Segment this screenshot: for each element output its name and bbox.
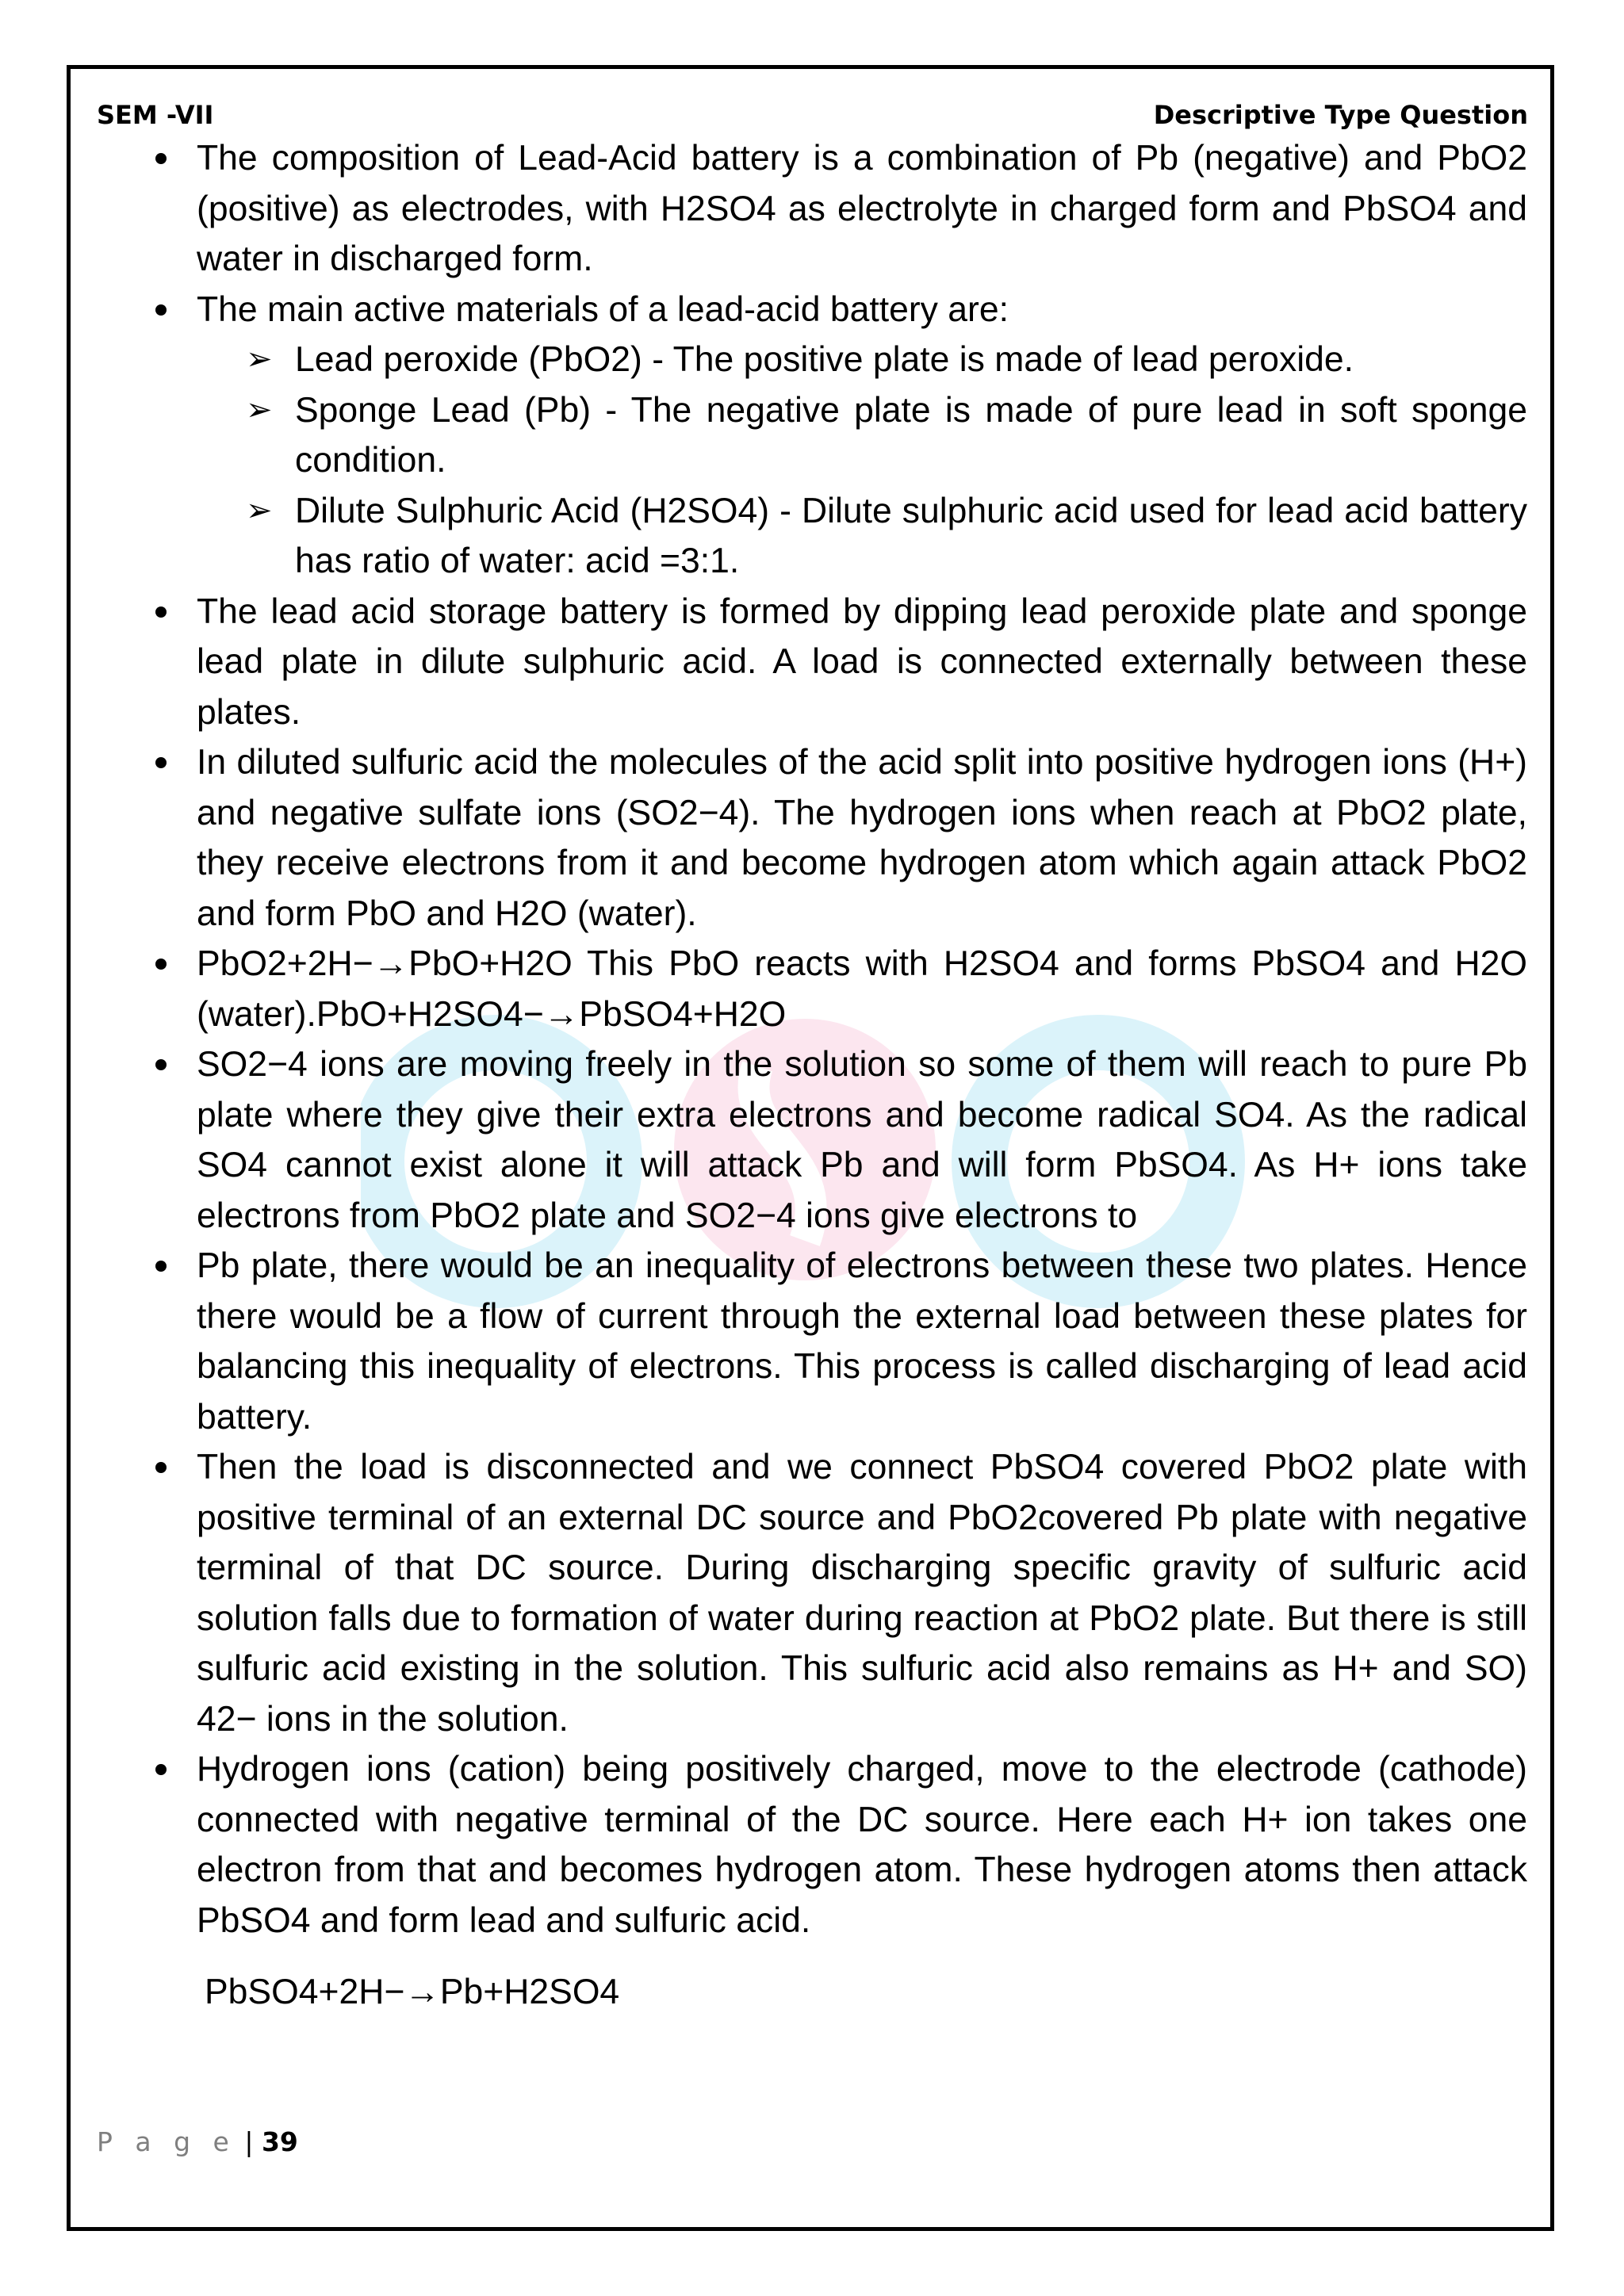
sub-item-text: Dilute Sulphuric Acid (H2SO4) - Dilute sulphuric acid used for lead acid battery has ratio of water: acid =3:1. bbox=[295, 491, 1527, 580]
page-footer bbox=[97, 2126, 298, 2157]
page-body bbox=[197, 133, 1527, 2018]
footer-separator: | bbox=[244, 2126, 254, 2157]
bullet-item: The composition of Lead-Acid battery is a combination of Pb (negative) and PbO2 (positive) as electrodes, with H2SO4 as electrolyte in charged form and PbSO4 and water in discharged form. bbox=[197, 133, 1527, 285]
bullet-text: The main active materials of a lead-acid battery are: bbox=[197, 289, 1009, 329]
arrow-bullet-icon: ➢ bbox=[246, 342, 273, 377]
page-number: 39 bbox=[261, 2126, 298, 2157]
arrow-bullet-icon: ➢ bbox=[246, 392, 273, 427]
reaction-equation: PbSO4+2H−→Pb+H2SO4 bbox=[205, 1973, 620, 2011]
sub-list bbox=[197, 335, 1527, 587]
header-section-title: Descriptive Type Question bbox=[1153, 100, 1528, 130]
sub-item-text: Sponge Lead (Pb) - The negative plate is made of pure lead in soft sponge condition. bbox=[295, 390, 1527, 480]
bullet-item: Then the load is disconnected and we connect PbSO4 covered PbO2 plate with positive terminal of an external DC source and PbO2covered Pb plate with negative terminal of that DC source. During discharging specific gravity of sulfuric acid solution falls due to formation of water during reaction at PbO2 plate. But there is still sulfuric acid existing in the solution. This sulfuric acid also remains as H+ and SO) 42− ions in the solution. bbox=[197, 1442, 1527, 1744]
sub-item bbox=[246, 486, 1527, 587]
bullet-list bbox=[197, 133, 1527, 1946]
page-word: P a g e bbox=[97, 2126, 236, 2157]
bullet-item: The lead acid storage battery is formed by dipping lead peroxide plate and sponge lead plate in dilute sulphuric acid. A load is connected externally between these plates. bbox=[197, 587, 1527, 738]
sub-item bbox=[246, 385, 1527, 486]
sub-item-text: Lead peroxide (PbO2) - The positive plate is made of lead peroxide. bbox=[295, 340, 1354, 379]
bullet-item bbox=[197, 285, 1527, 587]
bullet-item: In diluted sulfuric acid the molecules of the acid split into positive hydrogen ions (H+) and negative sulfate ions (SO2−4). The hydrogen ions when reach at PbO2 plate, they receive electrons from it and become hydrogen atom which again attack PbO2 and form PbO and H2O (water). bbox=[197, 737, 1527, 939]
sub-item bbox=[246, 335, 1527, 385]
bullet-item: Pb plate, there would be an inequality of electrons between these two plates. Hence there would be a flow of current through the external load between these plates for balancing this inequality of electrons. This process is called discharging of lead acid battery. bbox=[197, 1241, 1527, 1442]
bullet-item: SO2−4 ions are moving freely in the solution so some of them will reach to pure Pb plate where they give their extra electrons and become radical SO4. As the radical SO4 cannot exist alone it will attack Pb and will form PbSO4. As H+ ions take electrons from PbO2 plate and SO2−4 ions give electrons to bbox=[197, 1039, 1527, 1241]
bullet-item: Hydrogen ions (cation) being positively charged, move to the electrode (cathode) connected with negative terminal of the DC source. Here each H+ ion takes one electron from that and becomes hydrogen atom. These hydrogen atoms then attack PbSO4 and form lead and sulfuric acid. bbox=[197, 1744, 1527, 1946]
header-semester: SEM -VII bbox=[97, 100, 214, 130]
arrow-bullet-icon: ➢ bbox=[246, 492, 273, 528]
bullet-item: PbO2+2H−→PbO+H2O This PbO reacts with H2SO4 and forms PbSO4 and H2O (water).PbO+H2SO4−→PbSO4+H2O bbox=[197, 939, 1527, 1039]
